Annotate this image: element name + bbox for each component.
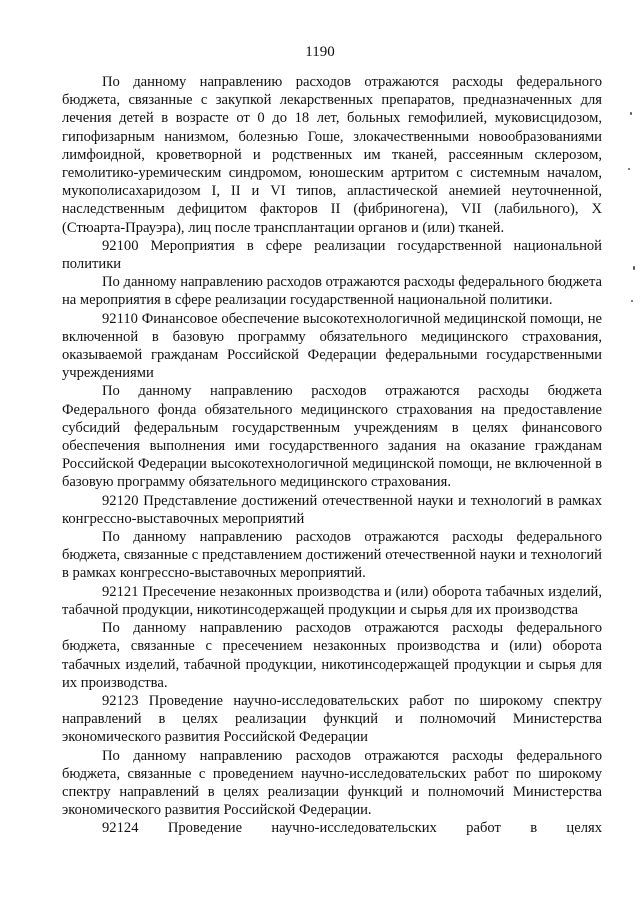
heading-92120: 92120 Представление достижений отечественной науки и технологий в рамках конгрессно-выставочных мероприятий (62, 492, 602, 527)
scan-speck (633, 266, 635, 270)
paragraph-3: По данному направлению расходов отражаются расходы бюджета Федерального фонда обязательного медицинского страхования на предоставление субсидий федеральным государственным учреждениям в целях финансового обеспечения выполнения ими государственного задания на оказание гражданам Российской Федерации высокотехнологичной медицинской помощи, не включенной в базовую программу обязательного медицинского страхования. (62, 383, 602, 491)
scan-speck (630, 112, 632, 115)
scan-speck (631, 300, 633, 302)
heading-92110: 92110 Финансовое обеспечение высокотехнологичной медицинской помощи, не включенной в базовую программу обязательного медицинского страхования, оказываемой гражданам Российской Федерации федеральными государственными учреждениями (62, 310, 602, 382)
paragraph-5: По данному направлению расходов отражаются расходы федерального бюджета, связанные с пресечением незаконных производства и (или) оборота табачных изделий, табачной продукции, никотинсодержащей продукции и сырья для их производства. (62, 620, 602, 691)
page-number: 1190 (305, 44, 335, 60)
paragraph-4: По данному направлению расходов отражаются расходы федерального бюджета, связанные с представлением достижений отечественной науки и технологий в рамках конгрессно-выставочных мероприятий. (62, 529, 602, 582)
heading-92121: 92121 Пресечение незаконных производства и (или) оборота табачных изделий, табачной продукции, никотинсодержащей продукции и сырья для их производства (62, 583, 602, 618)
paragraph-2: По данному направлению расходов отражаются расходы федерального бюджета на мероприятия в сфере реализации государственной национальной политики. (62, 274, 602, 309)
scan-speck (628, 168, 630, 170)
heading-92124: 92124 Проведение научно-исследовательских работ в целях (102, 820, 602, 837)
paragraph-6: По данному направлению расходов отражаются расходы федерального бюджета, связанные с проведением научно-исследовательских работ по широкому спектру направлений в целях реализации функций и полномочий Министерства экономического развития Российской Федерации. (62, 747, 602, 819)
paragraph-1: По данному направлению расходов отражаются расходы федерального бюджета, связанные с закупкой лекарственных препаратов, предназначенных для лечения детей в возрасте от 0 до 18 лет, больных гемофилией, муковисцидозом, гипофизарным нанизмом, болезнью Гоше, злокачественными новообразованиями лимфоидной, кроветворной и родственных им тканей, рассеянным склерозом, гемолитико-уремическим синдромом, юношеским артритом с системным началом, мукополисахаридозом I, II и VI типов, апластической анемией неуточненной, наследственным дефицитом факторов II (фибриногена), VII (лабильного), X (Стюарта-Прауэра), лиц после трансплантации органов и (или) тканей. (62, 74, 602, 236)
heading-92100: 92100 Мероприятия в сфере реализации государственной национальной политики (62, 237, 602, 273)
heading-92123: 92123 Проведение научно-исследовательских работ по широкому спектру направлений в целях реализации функций и полномочий Министерства экономического развития Российской Федерации (62, 692, 602, 746)
document-body (62, 73, 602, 838)
